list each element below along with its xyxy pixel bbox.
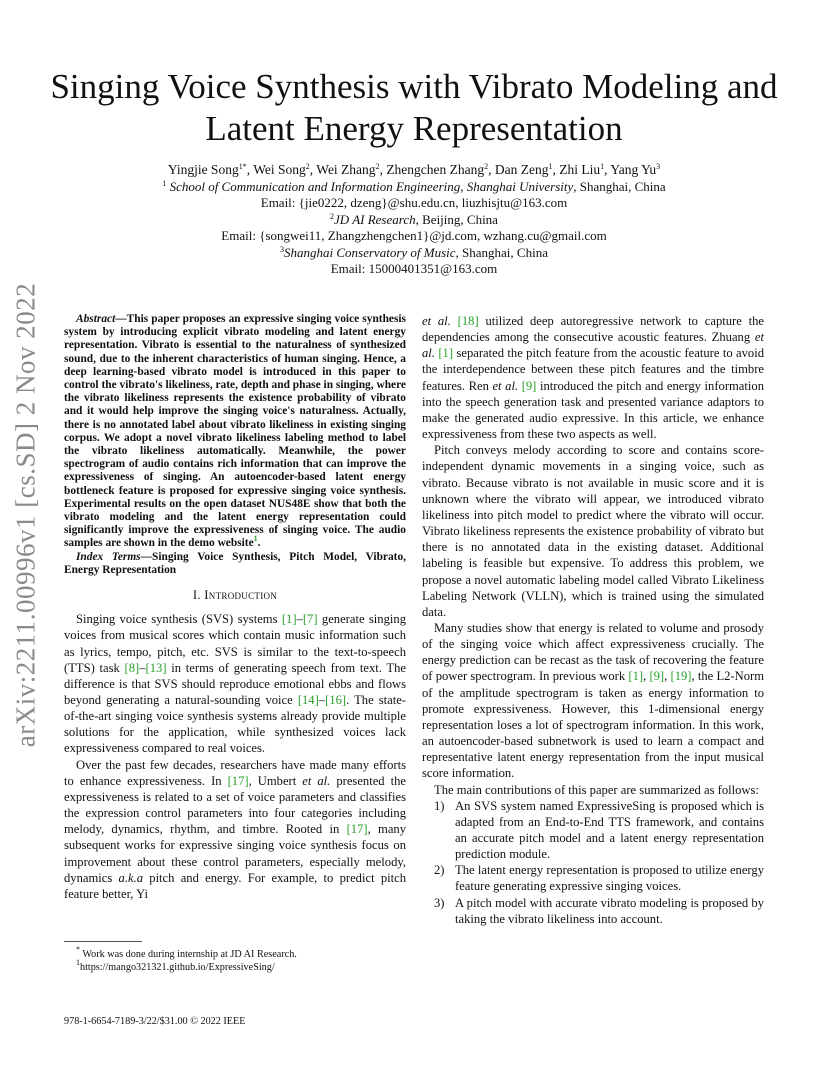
affiliation-city: Shanghai, China bbox=[579, 178, 666, 194]
paper-title bbox=[40, 66, 788, 150]
paragraph-1 bbox=[64, 611, 406, 756]
contribution-list bbox=[422, 798, 764, 927]
paragraph-6: The main contributions of this paper are summarized as follows: bbox=[434, 782, 759, 797]
footnotes bbox=[64, 941, 406, 974]
list-text: The latent energy representation is proposed to utilize energy feature generating expressive singing voices. bbox=[455, 863, 764, 894]
text: – bbox=[296, 612, 303, 627]
section-number: I. bbox=[192, 588, 205, 603]
citation-link[interactable]: [18] bbox=[457, 314, 479, 328]
index-terms-label: Index Terms bbox=[76, 550, 141, 563]
right-column bbox=[422, 313, 764, 927]
affiliation-sup: 2 bbox=[330, 211, 335, 221]
affiliation-city: Shanghai, China bbox=[462, 244, 548, 260]
text: introduced the pitch and energy information into the speech generation task and presented variance adaptors to make the generated audio expressive. In this article, we enhance expressiveness from these two aspects as well. bbox=[422, 378, 764, 442]
paragraph-4: Pitch conveys melody according to score and contains score-independent dynamic movements in a singing voice, such as vibrato. Because vibrato is not available in music score and it is unknown where the vibrato will appear, we introduced vibrato likeliness into pitch model to predict where the vibrato will occur. Vibrato likeliness represents the existence probability of vibrato but there is no annotated data in the existing dataset. Additional labeling is feasible but expensive. To address this problem, we propose a novel automatic labeling model called Vibrato Likeliness Labeling Network (VLLN), which is trained using the simulated data. bbox=[422, 443, 764, 619]
paragraph-3 bbox=[422, 313, 764, 442]
text: pitch and energy. For example, to predict pitch feature better, Yi bbox=[64, 870, 406, 901]
affiliation-org: Shanghai University bbox=[466, 178, 574, 194]
text: – bbox=[139, 660, 146, 675]
footnote-text: Work was done during internship at JD AI Research. bbox=[80, 949, 297, 960]
list-item bbox=[422, 895, 764, 927]
author-name: Yang Yu bbox=[610, 162, 657, 177]
text: , bbox=[643, 669, 650, 684]
title-line-1: Singing Voice Synthesis with Vibrato Modeling and bbox=[50, 67, 778, 106]
footnote-1 bbox=[64, 945, 406, 961]
arxiv-identifier-text: arXiv:2211.00996v1 [cs.SD] 2 Nov 2022 bbox=[10, 282, 41, 748]
text: presented the expressiveness is related to a set of voice parameters and classifies the expression control parameters into four categories including melody, dynamics, rhythm, and timbre. Rooted in bbox=[64, 773, 407, 837]
author-name: Wei Zhang bbox=[316, 162, 376, 177]
text: . The state-of-the-art singing voice synthesis systems already provide multiple solutions for the application, while synthesized voices lack expressiveness compared to real voices. bbox=[64, 693, 406, 756]
author-name: Wei Song bbox=[253, 162, 306, 177]
author-names: Yingjie Song$^{1*}$, Wei Song$^2$, Wei Zhang$^2$, Zhengchen Zhang$^2$, Dan Zeng$^1$, Zhi Liu$^1$, Yang Yu$^3$ bbox=[167, 162, 661, 177]
affiliation-3: $^3$Shanghai Conservatory of Music, Shanghai, China bbox=[280, 244, 548, 260]
text-italic: et al. bbox=[492, 378, 519, 393]
list-number: 2) bbox=[434, 863, 445, 878]
footnote-rule bbox=[64, 941, 142, 942]
arxiv-identifier bbox=[4, 282, 48, 748]
list-number: 3) bbox=[434, 895, 445, 910]
citation-link[interactable]: [17] bbox=[346, 822, 368, 837]
author-sup: 3 bbox=[656, 162, 661, 171]
text: utilized deep autoregressive network to capture the dependencies among the consecutive acoustic features. Zhuang bbox=[422, 314, 765, 345]
text: generate singing voices from musical scores which contain music information such as lyrics, tempo, pitch, etc. SVS is similar to the text-to-speech (TTS) task bbox=[64, 612, 406, 675]
list-text: An SVS system named ExpressiveSing is proposed which is adapted from an End-to-End TTS framework, and contains an accurate pitch model and a latent energy representation prediction module. bbox=[455, 798, 764, 862]
list-item bbox=[422, 862, 764, 894]
text: Many studies show that energy is related to volume and prosody of the singing voice which affect expressiveness crucially. The energy prediction can be recast as the task of recovering the feature of power spectrogram. In previous work bbox=[422, 620, 764, 684]
paragraph-5 bbox=[422, 620, 764, 782]
list-number: 1) bbox=[434, 798, 445, 813]
citation-link[interactable]: [8] bbox=[124, 660, 140, 675]
section-title: Introduction bbox=[204, 588, 278, 603]
abstract bbox=[64, 313, 406, 551]
text: , many subsequent works for expressive singing voice synthesis focus on improvement about these control parameters, especially melody, dynamics bbox=[64, 822, 406, 885]
citation-link[interactable]: [9] bbox=[521, 378, 537, 393]
affiliation-name: JD AI Research bbox=[334, 211, 416, 227]
list-item bbox=[422, 798, 764, 863]
abstract-text: —This paper proposes an expressive singing voice synthesis system by introducing explicit vibrato modeling and latent energy representation. Vibrato is essential to the naturalness of synthesized sound, due to the inherent characteristics of human singing. Hence, a deep learning-based vibrato model is introduced in this paper to control the vibrato's likeliness, rate, depth and phase in singing, where the vibrato likeliness represents the existence probability of vibrato and it would help improve the singing voice's naturalness. Actually, there is no annotated label about vibrato likeliness in existing singing corpus. We adopt a novel vibrato likeliness labeling method to label the vibrato likeliness automatically. Meanwhile, the power spectrogram of audio contains rich information that can improve the expressiveness of singing. An autoencoder-based latent energy bottleneck feature is proposed for expressive singing voice synthesis. Experimental results on the open dataset NUS48E show that both the vibrato modeling and the latent energy representation could significantly improve the expressiveness of singing voice. The audio samples are shown in the demo website bbox=[64, 313, 406, 550]
author-name: Zhi Liu bbox=[559, 162, 601, 177]
author-name: Dan Zeng bbox=[494, 162, 549, 177]
author-sup: 1* bbox=[238, 162, 247, 171]
citation-link[interactable]: [1] bbox=[628, 669, 644, 684]
author-sup: 1 bbox=[548, 162, 553, 171]
author-sup: 2 bbox=[484, 162, 489, 171]
index-terms bbox=[64, 551, 406, 577]
footnote-sup: 1 bbox=[76, 958, 80, 967]
citation-link[interactable]: [19] bbox=[670, 669, 692, 684]
affiliation-1: $^1$ School of Communication and Information Engineering, Shanghai University, Shanghai, China bbox=[162, 178, 666, 194]
abstract-label: Abstract bbox=[76, 313, 116, 325]
text: separated the pitch feature from the acoustic feature to avoid the interdependence between these pitch features and the timbre features. Ren bbox=[422, 346, 764, 393]
text: – bbox=[318, 693, 326, 707]
affiliation-sup: 3 bbox=[280, 244, 285, 254]
affiliation-2: $^2$JD AI Research, Beijing, China bbox=[330, 211, 498, 227]
author-block bbox=[60, 162, 768, 278]
author-sup: 2 bbox=[305, 162, 310, 171]
left-column bbox=[64, 313, 406, 902]
affiliation-name: School of Communication and Information Engineering bbox=[169, 178, 461, 194]
text: , Umbert bbox=[248, 773, 303, 788]
text: , the L2-Norm of the amplitude spectrogram is taken as energy information to promote expressiveness. However, this 1-dimensional energy representation loses a lot of spectrogram information. In this work, an autoencoder-based subnetwork is used to learn a compact and representative latent energy representation from the input musical score information. bbox=[422, 669, 765, 781]
text-italic: et al. bbox=[422, 330, 764, 361]
footnote-sup: * bbox=[76, 945, 80, 954]
email-3: Email: 15000401351@163.com bbox=[330, 261, 498, 276]
text: , bbox=[664, 669, 671, 684]
footnote-2 bbox=[64, 958, 406, 974]
citation-link[interactable]: [13] bbox=[145, 660, 167, 675]
text-italic: et al. bbox=[302, 773, 331, 788]
citation-link[interactable]: [1] bbox=[438, 346, 454, 361]
abstract-end: . bbox=[257, 537, 261, 550]
author-name: Yingjie Song bbox=[167, 162, 239, 177]
index-terms-text: —Singing Voice Synthesis, Pitch Model, Vibrato, Energy Representation bbox=[64, 550, 406, 576]
citation-link[interactable]: [9] bbox=[649, 669, 665, 684]
text: in terms of generating speech from text. The difference is that SVS should reproduce emotional ebbs and flows beyond generating a natural-sounding voice bbox=[64, 660, 406, 707]
paragraph-2 bbox=[64, 757, 406, 902]
text: Over the past few decades, researchers have made many efforts to enhance expressiveness. In bbox=[64, 757, 406, 788]
text-italic: a.k.a bbox=[118, 870, 144, 885]
email-1: Email: {jie0222, dzeng}@shu.edu.cn, liuzhisjtu@163.com bbox=[260, 195, 568, 210]
list-text: A pitch model with accurate vibrato modeling is proposed by taking the vibrato likeliness into account. bbox=[455, 895, 764, 926]
citation-link[interactable]: [7] bbox=[302, 612, 318, 627]
section-heading bbox=[64, 587, 406, 603]
author-sup: 2 bbox=[375, 162, 380, 171]
email-2: Email: {songwei11, Zhangzhengchen1}@jd.com, wzhang.cu@gmail.com bbox=[221, 228, 607, 243]
footnote-mark[interactable]: 1 bbox=[253, 534, 258, 544]
copyright-notice: 978-1-6654-7189-3/22/$31.00 © 2022 IEEE bbox=[64, 1016, 246, 1027]
author-sup: 1 bbox=[600, 162, 605, 171]
title-line-2: Latent Energy Representation bbox=[205, 109, 623, 148]
citation-link[interactable]: [14] bbox=[297, 693, 319, 707]
text-italic: et al. bbox=[422, 314, 451, 328]
affiliation-name: Shanghai Conservatory of Music bbox=[284, 244, 456, 260]
footnote-link[interactable]: https://mango321321.github.io/ExpressiveSing/ bbox=[80, 962, 275, 973]
citation-link[interactable]: [16] bbox=[325, 693, 347, 707]
text: Singing voice synthesis (SVS) systems bbox=[76, 612, 282, 627]
citation-link[interactable]: [17] bbox=[227, 773, 249, 788]
affiliation-sup: 1 bbox=[162, 178, 167, 188]
author-name: Zhengchen Zhang bbox=[386, 162, 485, 177]
citation-link[interactable]: [1] bbox=[281, 612, 297, 627]
affiliation-city: Beijing, China bbox=[422, 211, 498, 227]
